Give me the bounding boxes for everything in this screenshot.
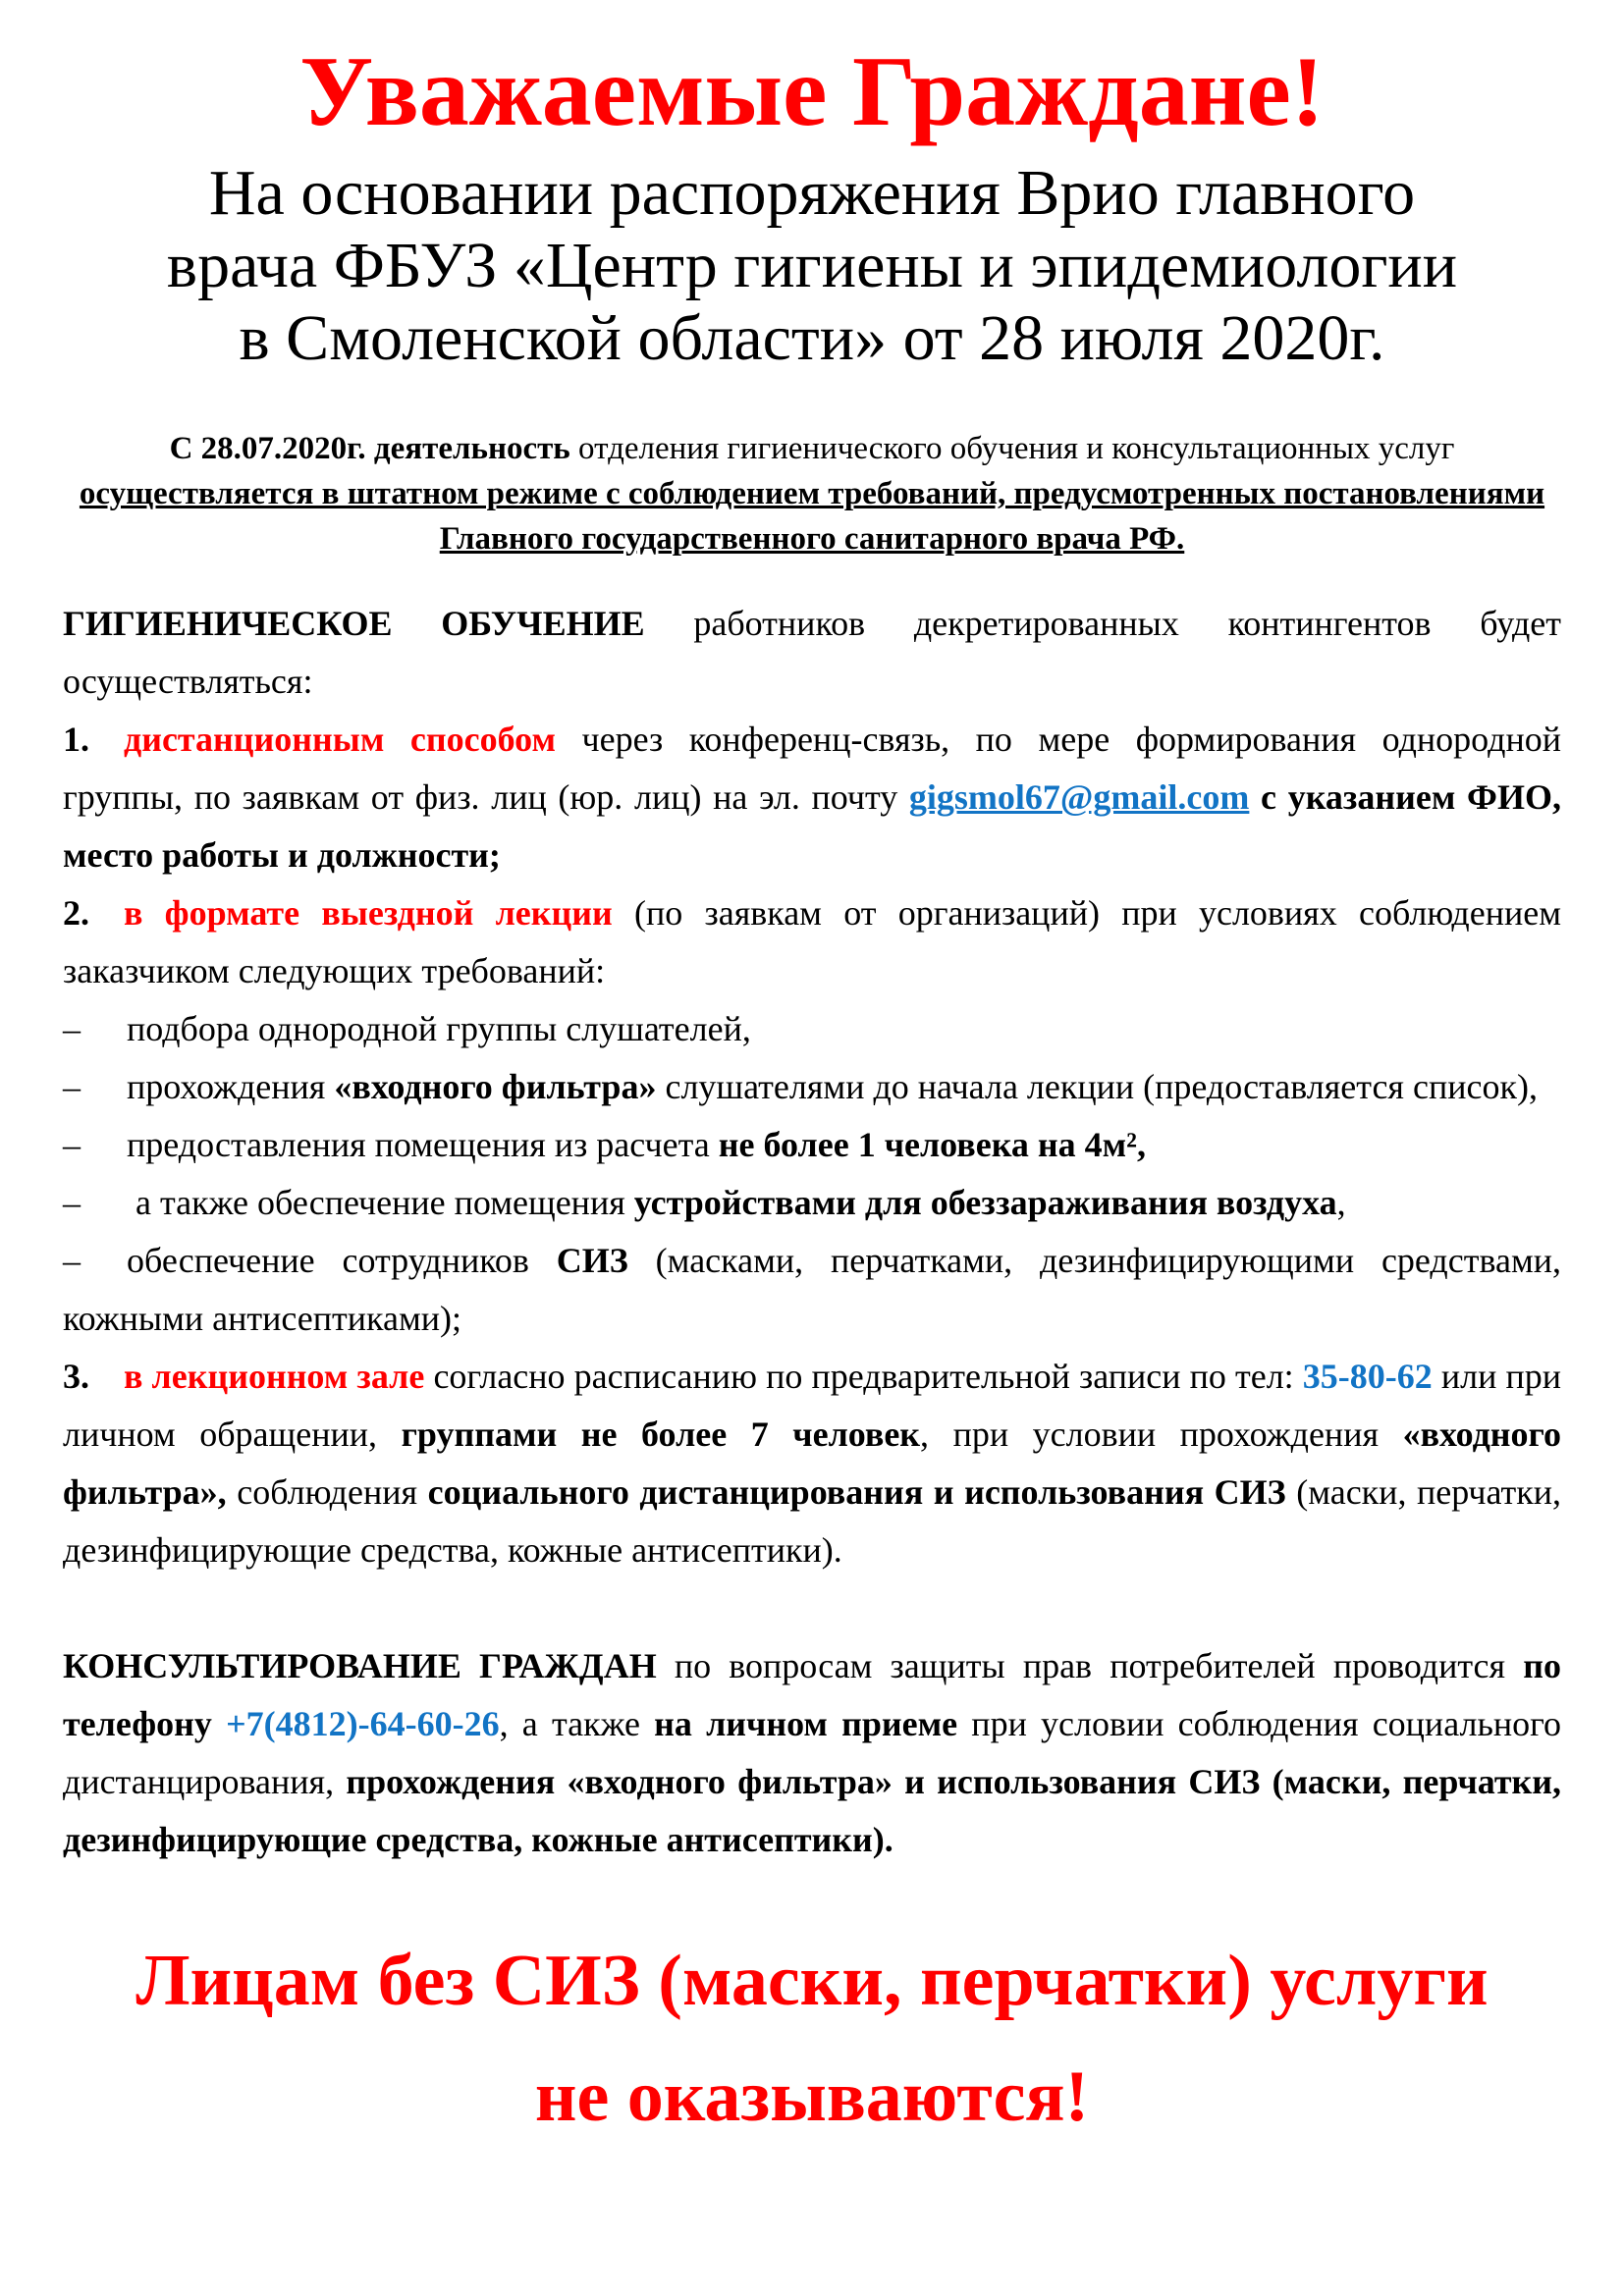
list-item-3-bold-3: социального дистанцирования и использования СИЗ [427, 1472, 1286, 1513]
list-item-1-bold-tail: с указанием ФИО, место работы и должности; [63, 777, 1561, 876]
list-item-1-number: 1. [63, 720, 89, 760]
list-item-3-number: 3. [63, 1357, 89, 1397]
list-item-2-number: 2. [63, 893, 89, 934]
list-item-3-bold-2: «входного фильтра», [63, 1415, 1561, 1513]
requirement-bold: СИЗ [556, 1241, 628, 1281]
consulting-text-2: , а также [499, 1704, 655, 1744]
list-item-2 [63, 884, 1561, 1000]
list-item-1 [63, 711, 1561, 884]
list-item-3-text-3: , при условии прохождения [920, 1415, 1403, 1455]
page-subtitle [63, 157, 1561, 375]
consulting-text-3: при условии соблюдения социального дистанцирования, [63, 1704, 1562, 1802]
requirement-tail: , [1336, 1183, 1346, 1223]
dash-bullet: – [63, 1125, 81, 1165]
list-item-3-bold-1: группами не более 7 человек [401, 1415, 921, 1455]
list-item-3-text-2: или при личном обращении, [63, 1357, 1562, 1455]
list-item-3-text-5: (маски, перчатки, дезинфицирующие средства, кожные антисептики). [63, 1472, 1561, 1571]
requirement-item [63, 1116, 1561, 1174]
consulting-bold-1: по телефону [63, 1646, 1562, 1744]
warning-line-2: не оказываются! [534, 2056, 1090, 2138]
list-item-3-red-lead: в лекционном зале [124, 1357, 425, 1397]
dash-bullet: – [63, 1183, 81, 1223]
dash-bullet: – [63, 1067, 81, 1107]
page-title: Уважаемые Граждане! [299, 36, 1325, 147]
list-item-2-text: (по заявкам от организаций) при условиях соблюдением заказчиком следующих требований: [63, 893, 1562, 991]
warning-banner [63, 1923, 1561, 2155]
requirement-text: обеспечение сотрудников [127, 1241, 557, 1281]
requirement-bold: не более 1 человека на 4м², [718, 1125, 1146, 1165]
intro-regular-text: отделения гигиенического обучения и консультационных услуг [578, 431, 1455, 467]
requirement-text: подбора однородной группы слушателей, [127, 1009, 751, 1049]
list-item-2-red-lead: в формате выездной лекции [124, 893, 613, 934]
subtitle-line-3: в Смоленской области» от 28 июля 2020г. [239, 302, 1385, 375]
consulting-text-1: по вопросам защиты прав потребителей проводится [656, 1646, 1524, 1686]
hygiene-heading-bold: ГИГИЕНИЧЕСКОЕ ОБУЧЕНИЕ [63, 604, 645, 644]
dash-bullet: – [63, 1009, 81, 1049]
requirement-text: предоставления помещения из расчета [127, 1125, 719, 1165]
requirement-bold: «входного фильтра» [334, 1067, 657, 1107]
list-item-3 [63, 1348, 1561, 1579]
consulting-bold-3: прохождения «входного фильтра» и использования СИЗ (маски, перчатки, дезинфицирующие средства, кожные антисептики). [63, 1762, 1561, 1860]
dash-bullet: – [63, 1241, 81, 1281]
requirement-item [63, 1232, 1561, 1348]
subtitle-line-2: врача ФБУЗ «Центр гигиены и эпидемиологии [166, 230, 1458, 302]
hygiene-heading-paragraph [63, 595, 1561, 711]
phone-number-consulting: +7(4812)-64-60-26 [226, 1704, 500, 1744]
warning-line-1: Лицам без СИЗ (маски, перчатки) услуги [135, 1941, 1489, 2022]
consulting-paragraph [63, 1637, 1561, 1869]
list-item-1-red-lead: дистанционным способом [124, 720, 556, 760]
requirement-bold: устройствами для обеззараживания воздуха [633, 1183, 1337, 1223]
list-item-3-text-1: согласно расписанию по предварительной записи по тел: [424, 1357, 1303, 1397]
requirement-text: прохождения [127, 1067, 335, 1107]
email-link[interactable]: gigsmol67@gmail.com [908, 777, 1250, 818]
requirement-item [63, 1058, 1561, 1116]
intro-paragraph [63, 426, 1561, 561]
intro-underlined-bold: осуществляется в штатном режиме с соблюдением требований, предусмотренных постановлениями Главного государственного санитарного врача РФ. [79, 476, 1545, 558]
requirement-text: а также обеспечение помещения [127, 1183, 634, 1223]
phone-number-hall: 35-80-62 [1302, 1357, 1433, 1397]
consulting-heading-bold: КОНСУЛЬТИРОВАНИЕ ГРАЖДАН [63, 1646, 657, 1686]
requirement-item [63, 1000, 1561, 1058]
requirement-tail: слушателями до начала лекции (предоставляется список), [656, 1067, 1538, 1107]
requirement-item [63, 1174, 1561, 1232]
hygiene-heading-rest: работников декретированных контингентов будет осуществляться: [63, 604, 1561, 702]
subtitle-line-1: На основании распоряжения Врио главного [208, 157, 1416, 230]
list-item-1-text: через конференц-связь, по мере формирования однородной группы, по заявкам от физ. лиц (юр. лиц) на эл. почту [63, 720, 1561, 818]
consulting-bold-2: на личном приеме [654, 1704, 958, 1744]
list-item-3-text-4: соблюдения [226, 1472, 428, 1513]
intro-lead-bold: С 28.07.2020г. деятельность [169, 431, 579, 467]
requirement-tail: (масками, перчатками, дезинфицирующими средствами, кожными антисептиками); [63, 1241, 1562, 1339]
